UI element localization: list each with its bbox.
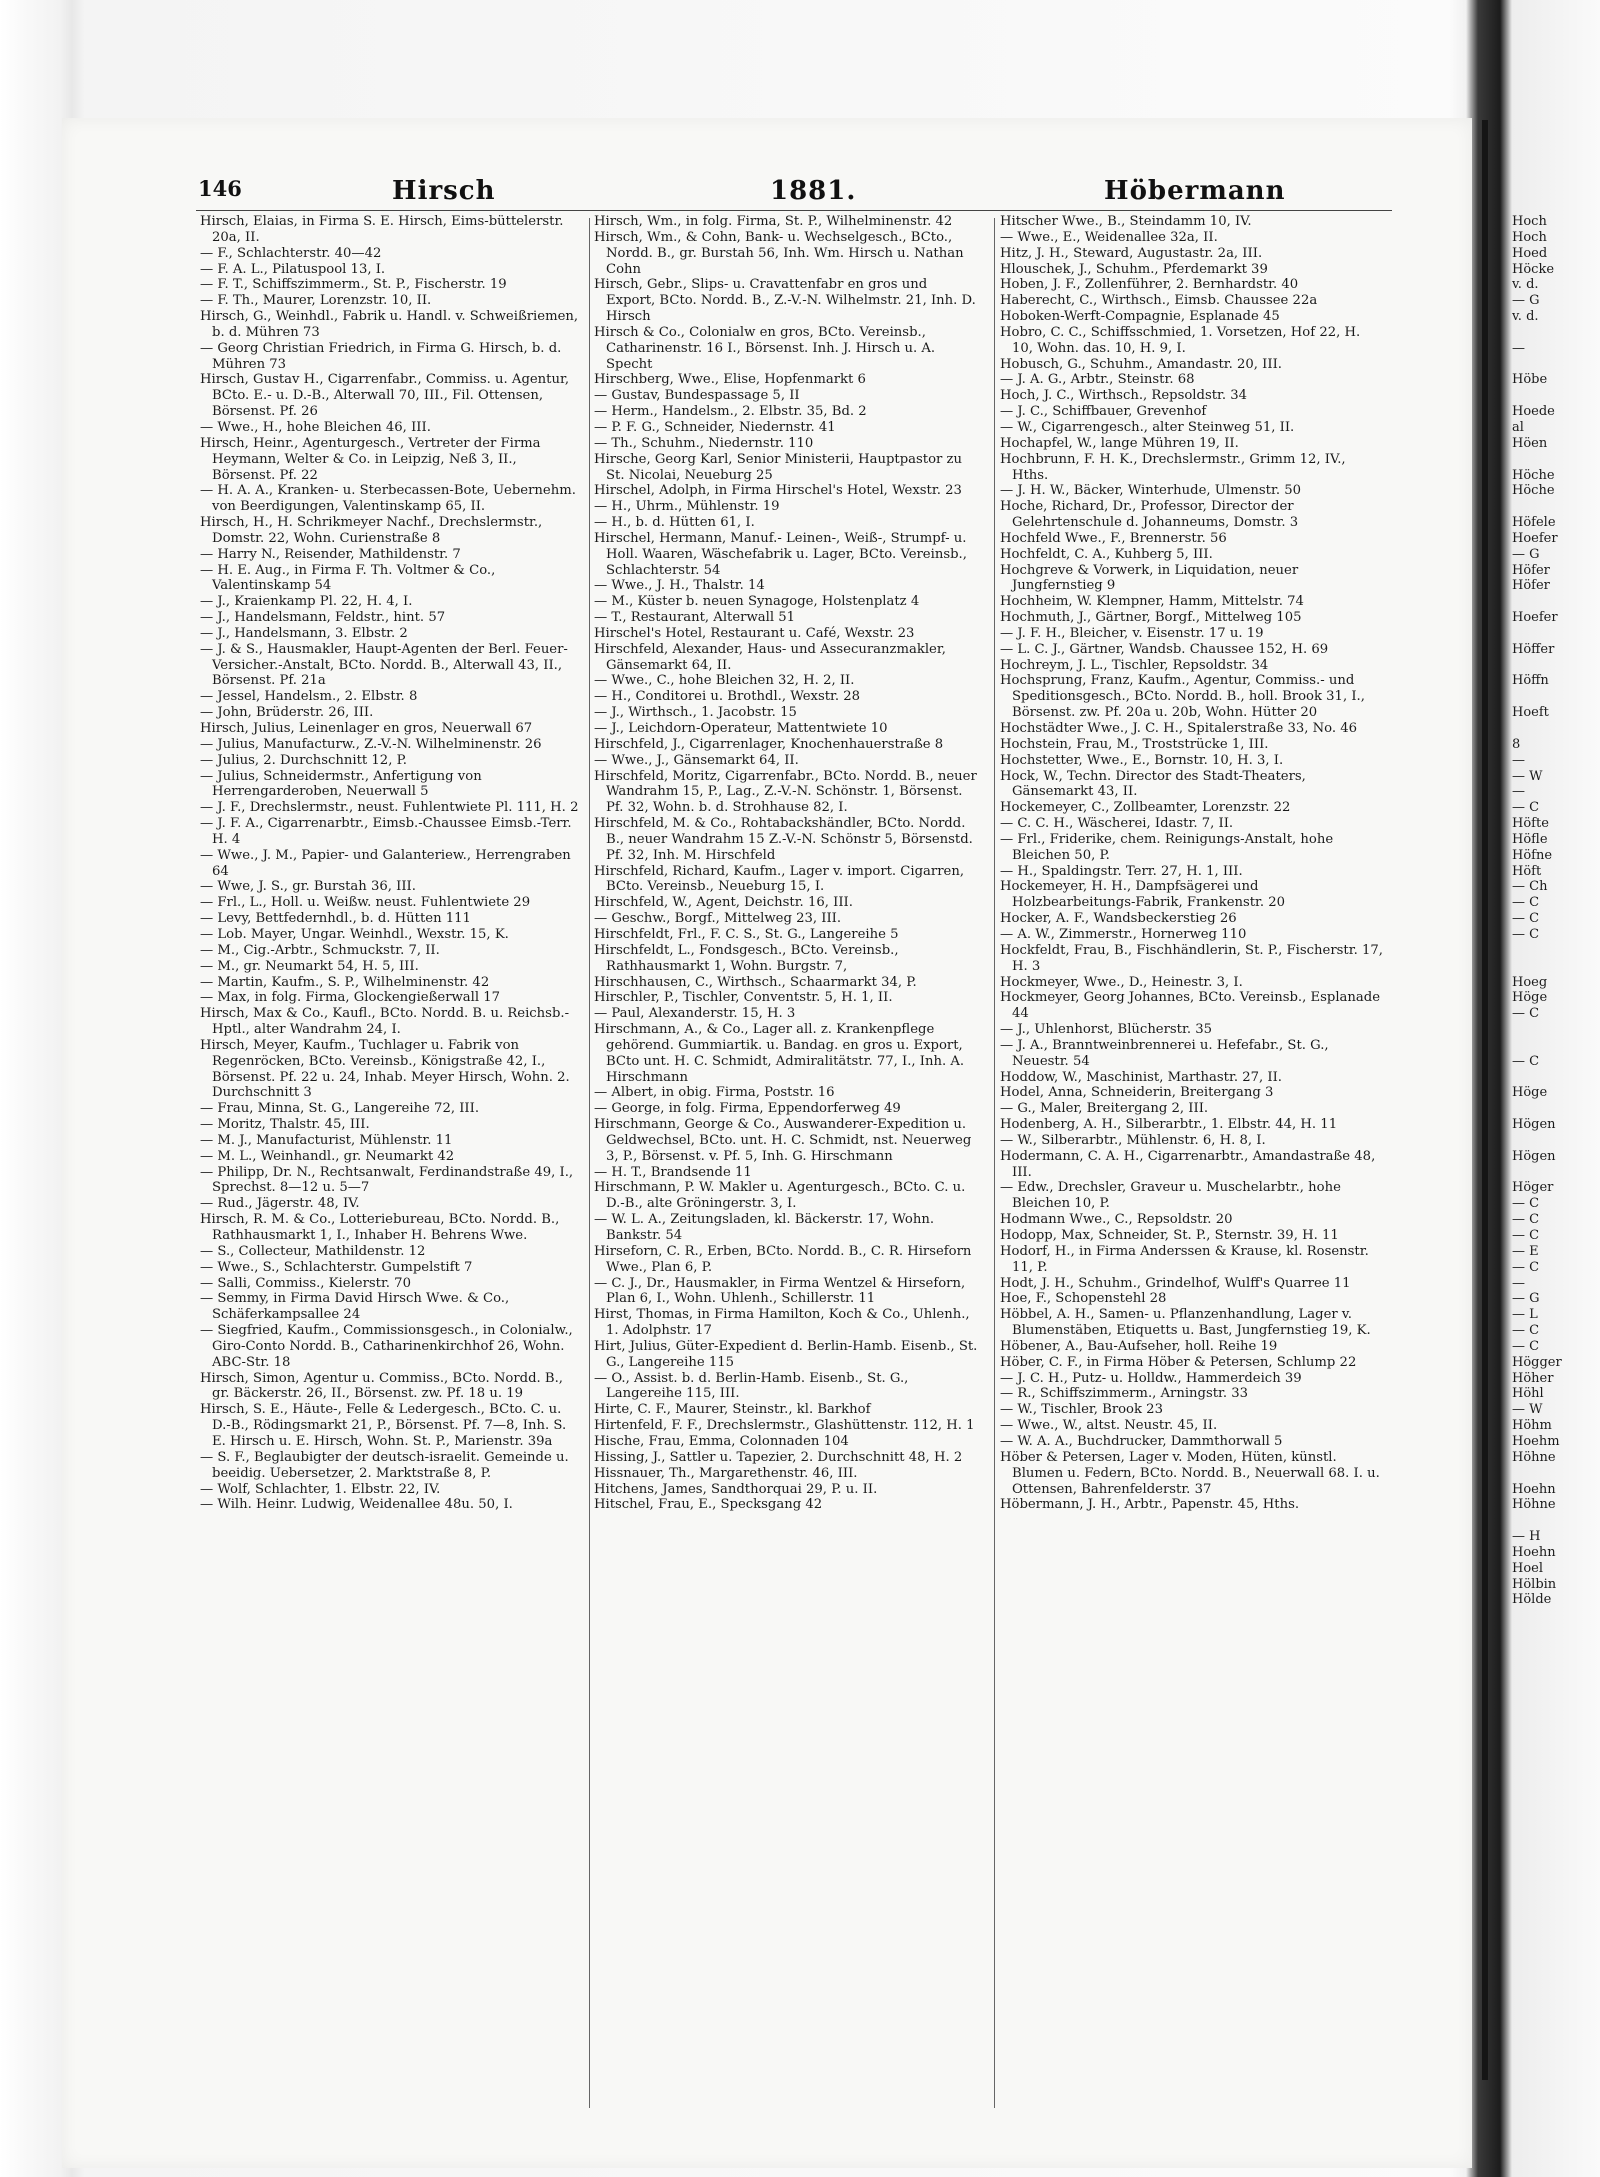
directory-entry: Hockemeyer, C., Zollbeamter, Lorenzstr. 22 [1000, 800, 1291, 816]
directory-entry: Hirschmann, A., & Co., Lager all. z. Krankenpflege gehörend. Gummiartik. u. Bandag. en gros u. Export, BCto unt. H. C. Schmidt, Admiralitätstr. 77, I., Inh. A. Hirschmann [594, 1022, 965, 1085]
edge-fragment-line: Hoeg [1512, 974, 1548, 990]
directory-entry: — Jessel, Handelsm., 2. Elbstr. 8 [200, 689, 418, 705]
edge-fragment-line: Hoel [1512, 1560, 1544, 1576]
edge-fragment-line: Höffn [1512, 673, 1549, 689]
directory-entry: Hirsch, S. E., Häute-, Felle & Ledergesch., BCto. C. u. D.-B., Rödingsmarkt 21, P., Börsenst. Pf. 7—8, Inh. S. E. Hirsch u. E. Hirsch, Wohn. St. P., Marienstr. 39a [200, 1402, 567, 1449]
edge-fragment-line: Hoefer [1512, 530, 1558, 546]
directory-entry: — F. Th., Maurer, Lorenzstr. 10, II. [200, 293, 432, 309]
directory-entry: — J., Leichdorn-Operateur, Mattentwiete 10 [594, 721, 888, 736]
directory-entry: Hische, Frau, Emma, Colonnaden 104 [594, 1433, 849, 1449]
directory-entry: Hochbrunn, F. H. K., Drechslermstr., Grimm 12, IV., Hths. [1000, 451, 1346, 483]
edge-fragment-line: — H [1512, 1529, 1541, 1545]
directory-entry: — Georg Christian Friedrich, in Firma G. Hirsch, b. d. Mühren 73 [200, 340, 562, 372]
edge-fragment-line: — C [1512, 1259, 1540, 1275]
edge-fragment-line: Höche [1512, 483, 1555, 499]
directory-entry: — H., Spaldingstr. Terr. 27, H. 1, III. [1000, 863, 1243, 879]
directory-entry: Hirsch, Elaias, in Firma S. E. Hirsch, Eims-büttelerstr. 20a, II. [200, 214, 564, 245]
directory-entry: Hocker, A. F., Wandsbeckerstieg 26 [1000, 911, 1237, 927]
directory-entry: — Edw., Drechsler, Graveur u. Muschelarbtr., hohe Bleichen 10, P. [1000, 1180, 1341, 1212]
directory-entry: — H. A. A., Kranken- u. Sterbecassen-Bote, Uebernehm. von Beerdigungen, Valentinskamp 65, II. [200, 483, 576, 515]
column-divider-1 [589, 218, 590, 2108]
directory-entry: — C. C. H., Wäscherei, Idastr. 7, II. [1000, 816, 1234, 832]
edge-fragment-line: — C [1512, 800, 1540, 816]
edge-fragment-line: Höfele [1512, 515, 1556, 531]
directory-entry: Hochheim, W. Klempner, Hamm, Mittelstr. 74 [1000, 594, 1304, 610]
directory-entry: — A. W., Zimmerstr., Hornerweg 110 [1000, 926, 1247, 942]
directory-entry: — L. C. J., Gärtner, Wandsb. Chaussee 152, H. 69 [1000, 641, 1329, 657]
directory-entry: Höber, C. F., in Firma Höber & Petersen, Schlump 22 [1000, 1354, 1357, 1370]
directory-entry: — Gustav, Bundespassage 5, II [594, 388, 800, 404]
directory-entry: — Wwe., C., hohe Bleichen 32, H. 2, II. [594, 673, 855, 689]
directory-entry: — Herm., Handelsm., 2. Elbstr. 35, Bd. 2 [594, 404, 867, 420]
directory-entry: — George, in folg. Firma, Eppendorferweg 49 [594, 1101, 901, 1117]
edge-fragment-line: Högen [1512, 1117, 1556, 1133]
directory-column-3 [1000, 214, 1384, 2114]
edge-fragment-line: Höge [1512, 990, 1548, 1006]
edge-fragment-line [1512, 388, 1600, 404]
directory-entry: Hirschberg, Wwe., Elise, Hopfenmarkt 6 [594, 372, 866, 388]
edge-fragment-line [1512, 1070, 1600, 1086]
edge-fragment-line: Höche [1512, 467, 1555, 483]
directory-entry: Hodel, Anna, Schneiderin, Breitergang 3 [1000, 1085, 1274, 1101]
edge-fragment-line: Hoed [1512, 245, 1548, 261]
edge-fragment-line: — [1512, 340, 1525, 356]
edge-fragment-line: — [1512, 1275, 1525, 1291]
directory-entry: Hirschhausen, C., Wirthsch., Schaarmarkt 34, P. [594, 974, 917, 990]
directory-entry: Hirsch, Max & Co., Kaufl., BCto. Nordd. B. u. Reichsb.-Hptl., alter Wandrahm 24, I. [200, 1006, 570, 1038]
directory-entry: — S. F., Beglaubigter der deutsch-israelit. Gemeinde u. beeidig. Uebersetzer, 2. Marktstraße 8, P. [200, 1449, 569, 1481]
edge-fragment-line: Hoch [1512, 214, 1547, 229]
edge-fragment-line [1512, 594, 1600, 610]
directory-entry: Hodenberg, A. H., Silberarbtr., 1. Elbstr. 44, H. 11 [1000, 1117, 1338, 1133]
edge-fragment-line: Högger [1512, 1354, 1562, 1370]
edge-fragment-line: — W [1512, 1402, 1543, 1418]
directory-entry: — J., Wirthsch., 1. Jacobstr. 15 [594, 705, 797, 721]
directory-entry: — Albert, in obig. Firma, Poststr. 16 [594, 1085, 835, 1101]
directory-entry: — J. A., Branntweinbrennerei u. Hefefabr., St. G., Neuestr. 54 [1000, 1037, 1329, 1069]
directory-entry: Hodopp, Max, Schneider, St. P., Sternstr. 39, H. 11 [1000, 1228, 1339, 1243]
directory-entry: — Wwe., J. H., Thalstr. 14 [594, 578, 765, 594]
edge-fragment-line: — Ch [1512, 879, 1548, 895]
directory-entry: — J. & S., Hausmakler, Haupt-Agenten der Berl. Feuer-Versicher.-Anstalt, BCto. Nordd. B., Alterwall 43, II., Börsenst. Pf. 21a [200, 641, 568, 689]
edge-fragment-line [1512, 1101, 1600, 1117]
edge-fragment-line [1512, 959, 1600, 975]
directory-entry: — G., Maler, Breitergang 2, III. [1000, 1101, 1209, 1117]
edge-fragment-line [1512, 499, 1600, 515]
edge-fragment-line: Höhne [1512, 1497, 1556, 1513]
edge-fragment-line: — C [1512, 895, 1540, 911]
directory-entry: Hoe, F., Schopenstehl 28 [1000, 1291, 1167, 1307]
directory-entry: — M., Cig.-Arbtr., Schmuckstr. 7, II. [200, 942, 440, 958]
directory-entry: Hirsch, Heinr., Agenturgesch., Vertreter der Firma Heymann, Welter & Co. in Leipzig, Neß 3, II., Börsenst. Pf. 22 [200, 435, 541, 483]
edge-fragment-line: — C [1512, 1006, 1540, 1022]
directory-entry: — Wwe., W., altst. Neustr. 45, II. [1000, 1418, 1218, 1434]
edge-fragment-line [1512, 626, 1600, 642]
directory-entry: — Paul, Alexanderstr. 15, H. 3 [594, 1006, 796, 1022]
edge-fragment-line: Höhl [1512, 1386, 1544, 1402]
directory-entry: — F. A. L., Pilatuspool 13, I. [200, 261, 386, 277]
edge-fragment-line: — C [1512, 1196, 1540, 1212]
directory-entry: — Martin, Kaufm., S. P., Wilhelminenstr. 42 [200, 974, 490, 990]
directory-entry: — C. J., Dr., Hausmakler, in Firma Wentzel & Hirseforn, Plan 6, I., Wohn. Uhlenh., Schillerstr. 11 [594, 1275, 966, 1307]
directory-entry: — Julius, Manufacturw., Z.-V.-N. Wilhelminenstr. 26 [200, 736, 542, 752]
directory-entry: Hodmann Wwe., C., Repsoldstr. 20 [1000, 1212, 1233, 1228]
edge-fragment-line: Höcke [1512, 261, 1555, 277]
directory-entry: — Frau, Minna, St. G., Langereihe 72, III. [200, 1101, 480, 1117]
edge-fragment-line: Hoefer [1512, 610, 1558, 626]
directory-entry: — Wolf, Schlachter, 1. Elbstr. 22, IV. [200, 1481, 441, 1497]
edge-fragment-line: Höen [1512, 435, 1548, 451]
directory-entry: Hochreym, J. L., Tischler, Repsoldstr. 34 [1000, 657, 1269, 673]
edge-fragment-line: Hölde [1512, 1592, 1552, 1608]
directory-entry: — Harry N., Reisender, Mathildenstr. 7 [200, 546, 461, 562]
directory-entry: Hoben, J. F., Zollenführer, 2. Bernhardstr. 40 [1000, 277, 1299, 293]
directory-entry: Hirschfeld, Moritz, Cigarrenfabr., BCto. Nordd. B., neuer Wandrahm 15, P., Lag., Z.-V.-N. Schönstr. 1, Börsenst. Pf. 32, Wohn. b. d. Strohhause 82, I. [594, 768, 977, 816]
directory-entry: — W. L. A., Zeitungsladen, kl. Bäckerstr. 17, Wohn. Bankstr. 54 [594, 1212, 935, 1243]
edge-fragment-line: Höhm [1512, 1418, 1552, 1434]
directory-entry: Hitchens, James, Sandthorquai 29, P. u. II. [594, 1481, 878, 1497]
directory-entry: Hitscher Wwe., B., Steindamm 10, IV. [1000, 214, 1252, 229]
edge-fragment-line [1512, 325, 1600, 341]
directory-entry: — T., Restaurant, Alterwall 51 [594, 610, 796, 626]
edge-fragment-line: Höft [1512, 863, 1542, 879]
directory-entry: Hochapfel, W., lange Mühren 19, II. [1000, 435, 1239, 451]
directory-entry: — John, Brüderstr. 26, III. [200, 705, 374, 721]
directory-entry: — H., Conditorei u. Brothdl., Wexstr. 28 [594, 689, 861, 705]
directory-entry: — J., Uhlenhorst, Blücherstr. 35 [1000, 1022, 1213, 1038]
directory-entry: — Salli, Commiss., Kielerstr. 70 [200, 1275, 411, 1291]
edge-fragment-line: — L [1512, 1307, 1538, 1323]
directory-entry: Hirschmann, George & Co., Auswanderer-Expedition u. Geldwechsel, BCto. unt. H. C. Schmidt, nst. Neuerweg 3, P., Börsenst. v. Pf. 5, Inh. G. Hirschmann [594, 1117, 972, 1164]
directory-entry: — Wwe, J. S., gr. Burstah 36, III. [200, 879, 416, 895]
directory-entry: — Moritz, Thalstr. 45, III. [200, 1117, 370, 1133]
directory-entry: — J. F. H., Bleicher, v. Eisenstr. 17 u. 19 [1000, 625, 1264, 641]
directory-entry: — Wwe., E., Weidenallee 32a, II. [1000, 229, 1218, 245]
directory-entry: Hochstädter Wwe., J. C. H., Spitalerstraße 33, No. 46 [1000, 721, 1358, 736]
directory-entry: — J. F. A., Cigarrenarbtr., Eimsb.-Chaussee Eimsb.-Terr. H. 4 [200, 816, 572, 847]
edge-fragment-line [1512, 1165, 1600, 1181]
directory-entry: — H., b. d. Hütten 61, I. [594, 515, 755, 531]
directory-entry: Hirschler, P., Tischler, Conventstr. 5, H. 1, II. [594, 990, 893, 1006]
edge-fragment-line: Hoehm [1512, 1433, 1560, 1449]
directory-entry: Hirsch, Wm., in folg. Firma, St. P., Wilhelminenstr. 42 [594, 214, 953, 229]
directory-entry: — Siegfried, Kaufm., Commissionsgesch., in Colonialw., Giro-Conto Nordd. B., Catharinenkirchhof 26, Wohn. ABC-Str. 18 [200, 1323, 573, 1370]
directory-entry: Hlouschek, J., Schuhm., Pferdemarkt 39 [1000, 261, 1268, 277]
directory-entry: Hirte, C. F., Maurer, Steinstr., kl. Barkhof [594, 1402, 871, 1418]
directory-entry: Hirsch, R. M. & Co., Lotteriebureau, BCto. Nordd. B., Rathhausmarkt 1, I., Inhaber H. Behrens Wwe. [200, 1212, 560, 1243]
directory-entry: — W. A. A., Buchdrucker, Dammthorwall 5 [1000, 1433, 1283, 1449]
directory-entry: Hirsch, Meyer, Kaufm., Tuchlager u. Fabrik von Regenröcken, BCto. Vereinsb., Königstraße 42, I., Börsenst. Pf. 22 u. 24, Inhab. Meyer Hirsch, Wohn. 2. Durchschnitt 3 [200, 1037, 570, 1101]
directory-entry: — Julius, Schneidermstr., Anfertigung von Herrengarderoben, Neuerwall 5 [200, 768, 482, 800]
edge-fragment-line: v. d. [1512, 277, 1539, 293]
directory-entry: — J. H. W., Bäcker, Winterhude, Ulmenstr. 50 [1000, 483, 1301, 499]
directory-entry: Hirschfeldt, L., Fondsgesch., BCto. Vereinsb., Rathhausmarkt 1, Wohn. Burgstr. 7, [594, 942, 899, 974]
directory-entry: Hochmuth, J., Gärtner, Borgf., Mittelweg 105 [1000, 610, 1302, 626]
directory-entry: Hissing, J., Sattler u. Tapezier, 2. Durchschnitt 48, H. 2 [594, 1449, 963, 1465]
page-number: 146 [198, 176, 242, 201]
directory-entry: — M. L., Weinhandl., gr. Neumarkt 42 [200, 1148, 455, 1164]
directory-entry: Hirsch, Wm., & Cohn, Bank- u. Wechselgesch., BCto., Nordd. B., gr. Burstah 56, Inh. Wm. Hirsch u. Nathan Cohn [594, 229, 964, 277]
edge-fragment-line [1512, 689, 1600, 705]
edge-fragment-line [1512, 357, 1600, 373]
directory-entry: — J. C., Schiffbauer, Grevenhof [1000, 404, 1207, 420]
directory-entry: — Th., Schuhm., Niedernstr. 110 [594, 435, 814, 451]
directory-entry: Hoche, Richard, Dr., Professor, Director der Gelehrtenschule d. Johanneums, Domstr. 3 [1000, 499, 1299, 531]
directory-entry: Hirsch, Gebr., Slips- u. Cravattenfabr en gros und Export, BCto. Nordd. B., Z.-V.-N. Wilhelmstr. 21, Inh. D. Hirsch [594, 277, 976, 325]
directory-entry: — Lob. Mayer, Ungar. Weinhdl., Wexstr. 15, K. [200, 926, 509, 942]
edge-fragment-line: — G [1512, 1291, 1540, 1307]
left-heading: Hirsch [392, 176, 496, 206]
edge-fragment-line [1512, 1022, 1600, 1038]
edge-fragment-line: Höfer [1512, 562, 1550, 578]
edge-fragment-line [1512, 1038, 1600, 1054]
directory-entry: Hoddow, W., Maschinist, Marthastr. 27, II. [1000, 1069, 1282, 1085]
directory-entry: Hochfeldt, C. A., Kuhberg 5, III. [1000, 546, 1213, 562]
directory-entry: Hochsprung, Franz, Kaufm., Agentur, Commiss.- und Speditionsgesch., BCto. Nordd. B., holl. Brook 31, I., Börsenst. zw. Pf. 20a u. 20b, Wohn. Hütter 20 [1000, 673, 1365, 721]
directory-entry: Höbener, A., Bau-Aufseher, holl. Reihe 19 [1000, 1338, 1278, 1354]
edge-fragment-line: — C [1512, 926, 1540, 942]
directory-entry: Hockemeyer, H. H., Dampfsägerei und Holzbearbeitungs-Fabrik, Frankenstr. 20 [1000, 879, 1286, 911]
directory-column-2 [594, 214, 978, 2114]
directory-entry: — O., Assist. b. d. Berlin-Hamb. Eisenb., St. G., Langereihe 115, III. [594, 1370, 909, 1402]
directory-entry: — Wwe., J., Gänsemarkt 64, II. [594, 752, 799, 768]
directory-entry: Haberecht, C., Wirthsch., Eimsb. Chaussee 22a [1000, 293, 1318, 309]
directory-entry: — Julius, 2. Durchschnitt 12, P. [200, 752, 407, 768]
directory-entry: — J., Handelsmann, 3. Elbstr. 2 [200, 625, 408, 641]
book-gutter [1482, 120, 1488, 2080]
directory-entry: — Geschw., Borgf., Mittelweg 23, III. [594, 911, 842, 927]
edge-fragment-line: Hoehn [1512, 1544, 1556, 1560]
directory-entry: Hirschel, Hermann, Manuf.- Leinen-, Weiß-, Strumpf- u. Holl. Waaren, Wäschefabrik u. Lager, BCto. Vereinsb., Schlachterstr. 54 [594, 530, 967, 578]
directory-entry: Hitz, J. H., Steward, Augustastr. 2a, III. [1000, 245, 1263, 261]
directory-entry: — W., Tischler, Brook 23 [1000, 1402, 1163, 1418]
directory-entry: Hirsch, Julius, Leinenlager en gros, Neuerwall 67 [200, 721, 533, 736]
directory-entry: — H., Uhrm., Mühlenstr. 19 [594, 499, 780, 515]
edge-fragment-line: — C [1512, 1212, 1540, 1228]
directory-entry: Hirschfeld, W., Agent, Deichstr. 16, III. [594, 895, 853, 911]
year-heading: 1881. [770, 176, 857, 206]
directory-entry: — Wwe., J. M., Papier- und Galanteriew., Herrengraben 64 [200, 847, 571, 879]
directory-entry: — H. T., Brandsende 11 [594, 1164, 752, 1180]
edge-fragment-line: Höfte [1512, 816, 1549, 832]
directory-entry: Hirschfeldt, Frl., F. C. S., St. G., Langereihe 5 [594, 926, 899, 942]
edge-fragment-line: Höffer [1512, 641, 1555, 657]
edge-fragment-line: Hoede [1512, 404, 1555, 420]
directory-entry: Hodt, J. H., Schuhm., Grindelhof, Wulff's Quarree 11 [1000, 1275, 1351, 1291]
edge-fragment-line: — W [1512, 768, 1543, 784]
directory-entry: Hirsch, H., H. Schrikmeyer Nachf., Drechslermstr., Domstr. 22, Wohn. Curienstraße 8 [200, 515, 543, 546]
directory-entry: — Rud., Jägerstr. 48, IV. [200, 1196, 360, 1212]
directory-entry: Hockfeldt, Frau, B., Fischhändlerin, St. P., Fischerstr. 17, H. 3 [1000, 942, 1383, 974]
edge-fragment-line: — E [1512, 1243, 1539, 1259]
directory-entry: Hissnauer, Th., Margarethenstr. 46, III. [594, 1465, 858, 1481]
edge-fragment-line: — G [1512, 546, 1540, 562]
edge-fragment-line: Höbe [1512, 372, 1548, 388]
edge-fragment-line: Höhne [1512, 1449, 1556, 1465]
directory-entry: — M., gr. Neumarkt 54, H. 5, III. [200, 958, 419, 974]
directory-entry: Hockmeyer, Georg Johannes, BCto. Vereinsb., Esplanade 44 [1000, 990, 1381, 1022]
directory-entry: — W., Silberarbtr., Mühlenstr. 6, H. 8, I. [1000, 1132, 1266, 1148]
directory-entry: Hirsch, Simon, Agentur u. Commiss., BCto. Nordd. B., gr. Bäckerstr. 26, II., Börsenst. zw. Pf. 18 u. 19 [200, 1370, 563, 1402]
directory-entry: Hitschel, Frau, E., Specksgang 42 [594, 1497, 823, 1513]
directory-entry: — J., Kraienkamp Pl. 22, H. 4, I. [200, 594, 413, 610]
edge-fragment-line [1512, 1466, 1600, 1482]
directory-entry: — J., Handelsmann, Feldstr., hint. 57 [200, 610, 446, 626]
edge-fragment-line [1512, 721, 1600, 737]
directory-entry: — Wilh. Heinr. Ludwig, Weidenallee 48u. 50, I. [200, 1497, 513, 1513]
directory-entry: — Frl., Friderike, chem. Reinigungs-Anstalt, hohe Bleichen 50, P. [1000, 831, 1334, 863]
directory-entry: Höbermann, J. H., Arbtr., Papenstr. 45, Hths. [1000, 1497, 1300, 1513]
directory-column-1 [200, 214, 584, 2114]
directory-entry: Hoboken-Werft-Compagnie, Esplanade 45 [1000, 309, 1280, 325]
directory-entry: Hirschel's Hotel, Restaurant u. Café, Wexstr. 23 [594, 625, 915, 641]
directory-entry: Hirschmann, P. W. Makler u. Agenturgesch., BCto. C. u. D.-B., alte Gröningerstr. 3, I. [594, 1180, 966, 1212]
directory-entry: Hirsch, Gustav H., Cigarrenfabr., Commiss. u. Agentur, BCto. E.- u. D.-B., Alterwall 70, III., Fil. Ottensen, Börsenst. Pf. 26 [200, 372, 570, 420]
directory-entry: Hoch, J. C., Wirthsch., Repsoldstr. 34 [1000, 388, 1248, 404]
edge-fragment-line: — [1512, 784, 1525, 800]
directory-entry: Hirschfeld, M. & Co., Rohtabackshändler, BCto. Nordd. B., neuer Wandrahm 15 Z.-V.-N. Schönstr 5, Börsenstd. Pf. 32, Inh. M. Hirschfeld [594, 816, 973, 863]
directory-entry: Hirsch, G., Weinhdl., Fabrik u. Handl. v. Schweißriemen, b. d. Mühren 73 [200, 309, 579, 340]
directory-entry: — Semmy, in Firma David Hirsch Wwe. & Co., Schäferkampsallee 24 [200, 1291, 510, 1323]
directory-entry: Hirt, Julius, Güter-Expedient d. Berlin-Hamb. Eisenb., St. G., Langereihe 115 [594, 1338, 978, 1370]
edge-fragment-line: — C [1512, 1228, 1540, 1243]
directory-entry: Höbbel, A. H., Samen- u. Pflanzenhandlung, Lager v. Blumenstäben, Etiquetts u. Bast, Jungfernstieg 19, K. [1000, 1307, 1371, 1339]
header-rule [196, 210, 1392, 211]
directory-entry: — J. F., Drechslermstr., neust. Fuhlentwiete Pl. 111, H. 2 [200, 800, 579, 816]
directory-entry: Hirschfeld, Richard, Kaufm., Lager v. import. Cigarren, BCto. Vereinsb., Neueburg 15, I. [594, 863, 965, 895]
directory-entry: — Wwe., S., Schlachterstr. Gumpelstift 7 [200, 1259, 473, 1275]
directory-entry: — J. A. G., Arbtr., Steinstr. 68 [1000, 372, 1195, 388]
edge-fragment-line: Höfer [1512, 578, 1550, 594]
next-page-edge-fragment [1512, 214, 1600, 2114]
edge-fragment-line: — C [1512, 1053, 1540, 1069]
right-heading: Höbermann [1104, 176, 1286, 206]
column-divider-2 [994, 218, 995, 2108]
edge-fragment-line [1512, 452, 1600, 468]
edge-fragment-line: Högen [1512, 1148, 1556, 1164]
directory-entry: Hodorf, H., in Firma Anderssen & Krause, kl. Rosenstr. 11, P. [1000, 1243, 1369, 1275]
directory-entry: Hirseforn, C. R., Erben, BCto. Nordd. B., C. R. Hirseforn Wwe., Plan 6, P. [594, 1243, 972, 1275]
directory-entry: Hock, W., Techn. Director des Stadt-Theaters, Gänsemarkt 43, II. [1000, 768, 1306, 800]
directory-entry: Hirsch & Co., Colonialw en gros, BCto. Vereinsb., Catharinenstr. 16 I., Börsenst. Inh. J. Hirsch u. A. Specht [594, 324, 936, 372]
directory-entry: — H. E. Aug., in Firma F. Th. Voltmer & Co., Valentinskamp 54 [200, 562, 496, 594]
edge-fragment-line: — G [1512, 293, 1540, 309]
edge-fragment-line: Höge [1512, 1085, 1548, 1101]
directory-entry: Hochstein, Frau, M., Troststrücke 1, III. [1000, 736, 1269, 752]
directory-entry: Hochstetter, Wwe., E., Bornstr. 10, H. 3, I. [1000, 752, 1284, 768]
directory-entry: Hockmeyer, Wwe., D., Heinestr. 3, I. [1000, 974, 1243, 990]
edge-fragment-line: — [1512, 752, 1525, 768]
edge-fragment-line: Hoch [1512, 229, 1547, 245]
edge-fragment-line: Hoehn [1512, 1481, 1556, 1497]
directory-entry: — F. T., Schiffszimmerm., St. P., Fischerstr. 19 [200, 277, 507, 293]
edge-fragment-line: v. d. [1512, 309, 1539, 325]
edge-fragment-line [1512, 658, 1600, 674]
directory-entry: Hirsche, Georg Karl, Senior Ministerii, Hauptpastor zu St. Nicolai, Neueburg 25 [594, 451, 962, 483]
directory-entry: — R., Schiffszimmerm., Arningstr. 33 [1000, 1386, 1249, 1402]
edge-fragment-line: Höfne [1512, 847, 1553, 863]
directory-entry: Hirschel, Adolph, in Firma Hirschel's Hotel, Wexstr. 23 [594, 483, 962, 499]
edge-fragment-line: — C [1512, 1338, 1540, 1354]
directory-entry: — M. J., Manufacturist, Mühlenstr. 11 [200, 1132, 453, 1148]
edge-fragment-line [1512, 943, 1600, 959]
directory-entry: — M., Küster b. neuen Synagoge, Holstenplatz 4 [594, 594, 920, 610]
edge-fragment-line: Höher [1512, 1370, 1554, 1386]
directory-entry: Hirschfeld, Alexander, Haus- und Assecuranzmakler, Gänsemarkt 64, II. [594, 641, 946, 673]
directory-entry: — S., Collecteur, Mathildenstr. 12 [200, 1243, 426, 1259]
directory-entry: Hirst, Thomas, in Firma Hamilton, Koch & Co., Uhlenh., 1. Adolphstr. 17 [594, 1307, 970, 1339]
directory-entry: — Philipp, Dr. N., Rechtsanwalt, Ferdinandstraße 49, I., Sprechst. 8—12 u. 5—7 [200, 1164, 574, 1196]
directory-entry: Hirschfeld, J., Cigarrenlager, Knochenhauerstraße 8 [594, 736, 944, 752]
directory-entry: — Levy, Bettfedernhdl., b. d. Hütten 111 [200, 911, 471, 927]
edge-fragment-line: Höfle [1512, 831, 1548, 847]
edge-fragment-line: Hölbin [1512, 1576, 1557, 1592]
directory-entry: Hirtenfeld, F. F., Drechslermstr., Glashüttenstr. 112, H. 1 [594, 1418, 975, 1434]
edge-fragment-line: — C [1512, 1323, 1540, 1339]
directory-entry: — W., Cigarrengesch., alter Steinweg 51, II. [1000, 419, 1295, 435]
edge-fragment-line [1512, 1513, 1600, 1529]
edge-fragment-line: al [1512, 419, 1524, 435]
directory-entry: Hobro, C. C., Schiffsschmied, 1. Vorsetzen, Hof 22, H. 10, Wohn. das. 10, H. 9, I. [1000, 324, 1361, 356]
directory-entry: — J. C. H., Putz- u. Holldw., Hammerdeich 39 [1000, 1370, 1302, 1386]
directory-entry: — Max, in folg. Firma, Glockengießerwall 17 [200, 990, 501, 1006]
directory-entry: — F., Schlachterstr. 40—42 [200, 245, 382, 261]
directory-entry: — Frl., L., Holl. u. Weißw. neust. Fuhlentwiete 29 [200, 895, 531, 911]
directory-entry: Hodermann, C. A. H., Cigarrenarbtr., Amandastraße 48, III. [1000, 1148, 1376, 1180]
edge-fragment-line: Hoeft [1512, 705, 1549, 721]
directory-entry: Hobusch, G., Schuhm., Amandastr. 20, III. [1000, 356, 1283, 372]
edge-fragment-line [1512, 1133, 1600, 1149]
directory-entry: — Wwe., H., hohe Bleichen 46, III. [200, 419, 431, 435]
directory-entry: Hochgreve & Vorwerk, in Liquidation, neuer Jungfernstieg 9 [1000, 562, 1299, 594]
directory-entry: Höber & Petersen, Lager v. Moden, Hüten, künstl. Blumen u. Federn, BCto. Nordd. B., Neuerwall 68. I. u. Ottensen, Bahrenfelderstr. 37 [1000, 1449, 1380, 1497]
directory-entry: — P. F. G., Schneider, Niedernstr. 41 [594, 419, 836, 435]
edge-fragment-line: — C [1512, 911, 1540, 927]
edge-fragment-line: Höger [1512, 1180, 1554, 1196]
directory-entry: Hochfeld Wwe., F., Brennerstr. 56 [1000, 530, 1227, 546]
edge-fragment-line: 8 [1512, 736, 1521, 752]
